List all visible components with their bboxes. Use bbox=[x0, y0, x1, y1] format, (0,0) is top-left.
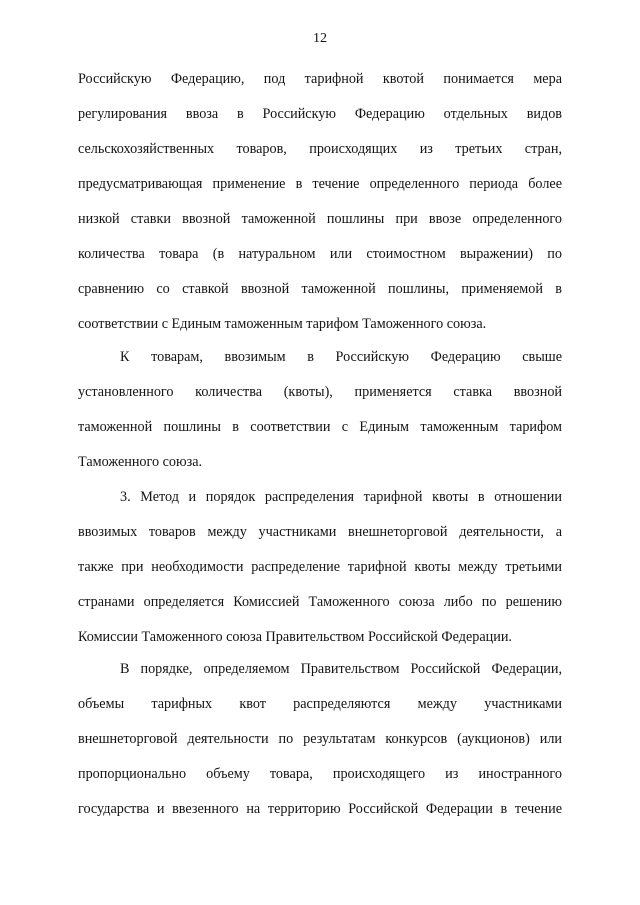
paragraph-3 bbox=[78, 480, 562, 655]
text-line: количества товара (в натуральном или стоимостном выражении) по bbox=[78, 246, 562, 262]
text-line: объемы тарифных квот распределяются между участниками bbox=[78, 696, 562, 712]
text-line: пропорционально объему товара, происходящего из иностранного bbox=[78, 766, 562, 782]
text-line: сельскохозяйственных товаров, происходящих из третьих стран, bbox=[78, 141, 562, 157]
text-line: внешнеторговой деятельности по результатам конкурсов (аукционов) или bbox=[78, 731, 562, 747]
paragraph-2 bbox=[78, 340, 562, 480]
text-line: Комиссии Таможенного союза Правительством Российской Федерации. bbox=[78, 629, 512, 645]
text-line: странами определяется Комиссией Таможенного союза либо по решению bbox=[78, 594, 562, 610]
text-line: также при необходимости распределение тарифной квоты между третьими bbox=[78, 559, 562, 575]
text-line: Таможенного союза. bbox=[78, 454, 203, 470]
text-line: установленного количества (квоты), применяется ставка ввозной bbox=[78, 384, 562, 400]
text-line: К товарам, ввозимым в Российскую Федерацию свыше bbox=[120, 349, 562, 365]
text-line: соответствии с Единым таможенным тарифом Таможенного союза. bbox=[78, 316, 487, 332]
text-line: низкой ставки ввозной таможенной пошлины при ввозе определенного bbox=[78, 211, 562, 227]
text-line: сравнению со ставкой ввозной таможенной пошлины, применяемой в bbox=[78, 281, 562, 297]
paragraph-1 bbox=[78, 62, 562, 342]
text-line: ввозимых товаров между участниками внешнеторговой деятельности, а bbox=[78, 524, 562, 540]
paragraph-4 bbox=[78, 652, 562, 827]
page-number: 12 bbox=[313, 31, 327, 46]
text-line: регулирования ввоза в Российскую Федерацию отдельных видов bbox=[78, 106, 562, 122]
text-line: Российскую Федерацию, под тарифной квотой понимается мера bbox=[78, 71, 562, 87]
text-line: 3. Метод и порядок распределения тарифной квоты в отношении bbox=[120, 489, 562, 505]
text-line: предусматривающая применение в течение определенного периода более bbox=[78, 176, 562, 192]
text-line: государства и ввезенного на территорию Российской Федерации в течение bbox=[78, 801, 562, 817]
text-line: В порядке, определяемом Правительством Российской Федерации, bbox=[120, 661, 562, 677]
text-line: таможенной пошлины в соответствии с Единым таможенным тарифом bbox=[78, 419, 562, 435]
